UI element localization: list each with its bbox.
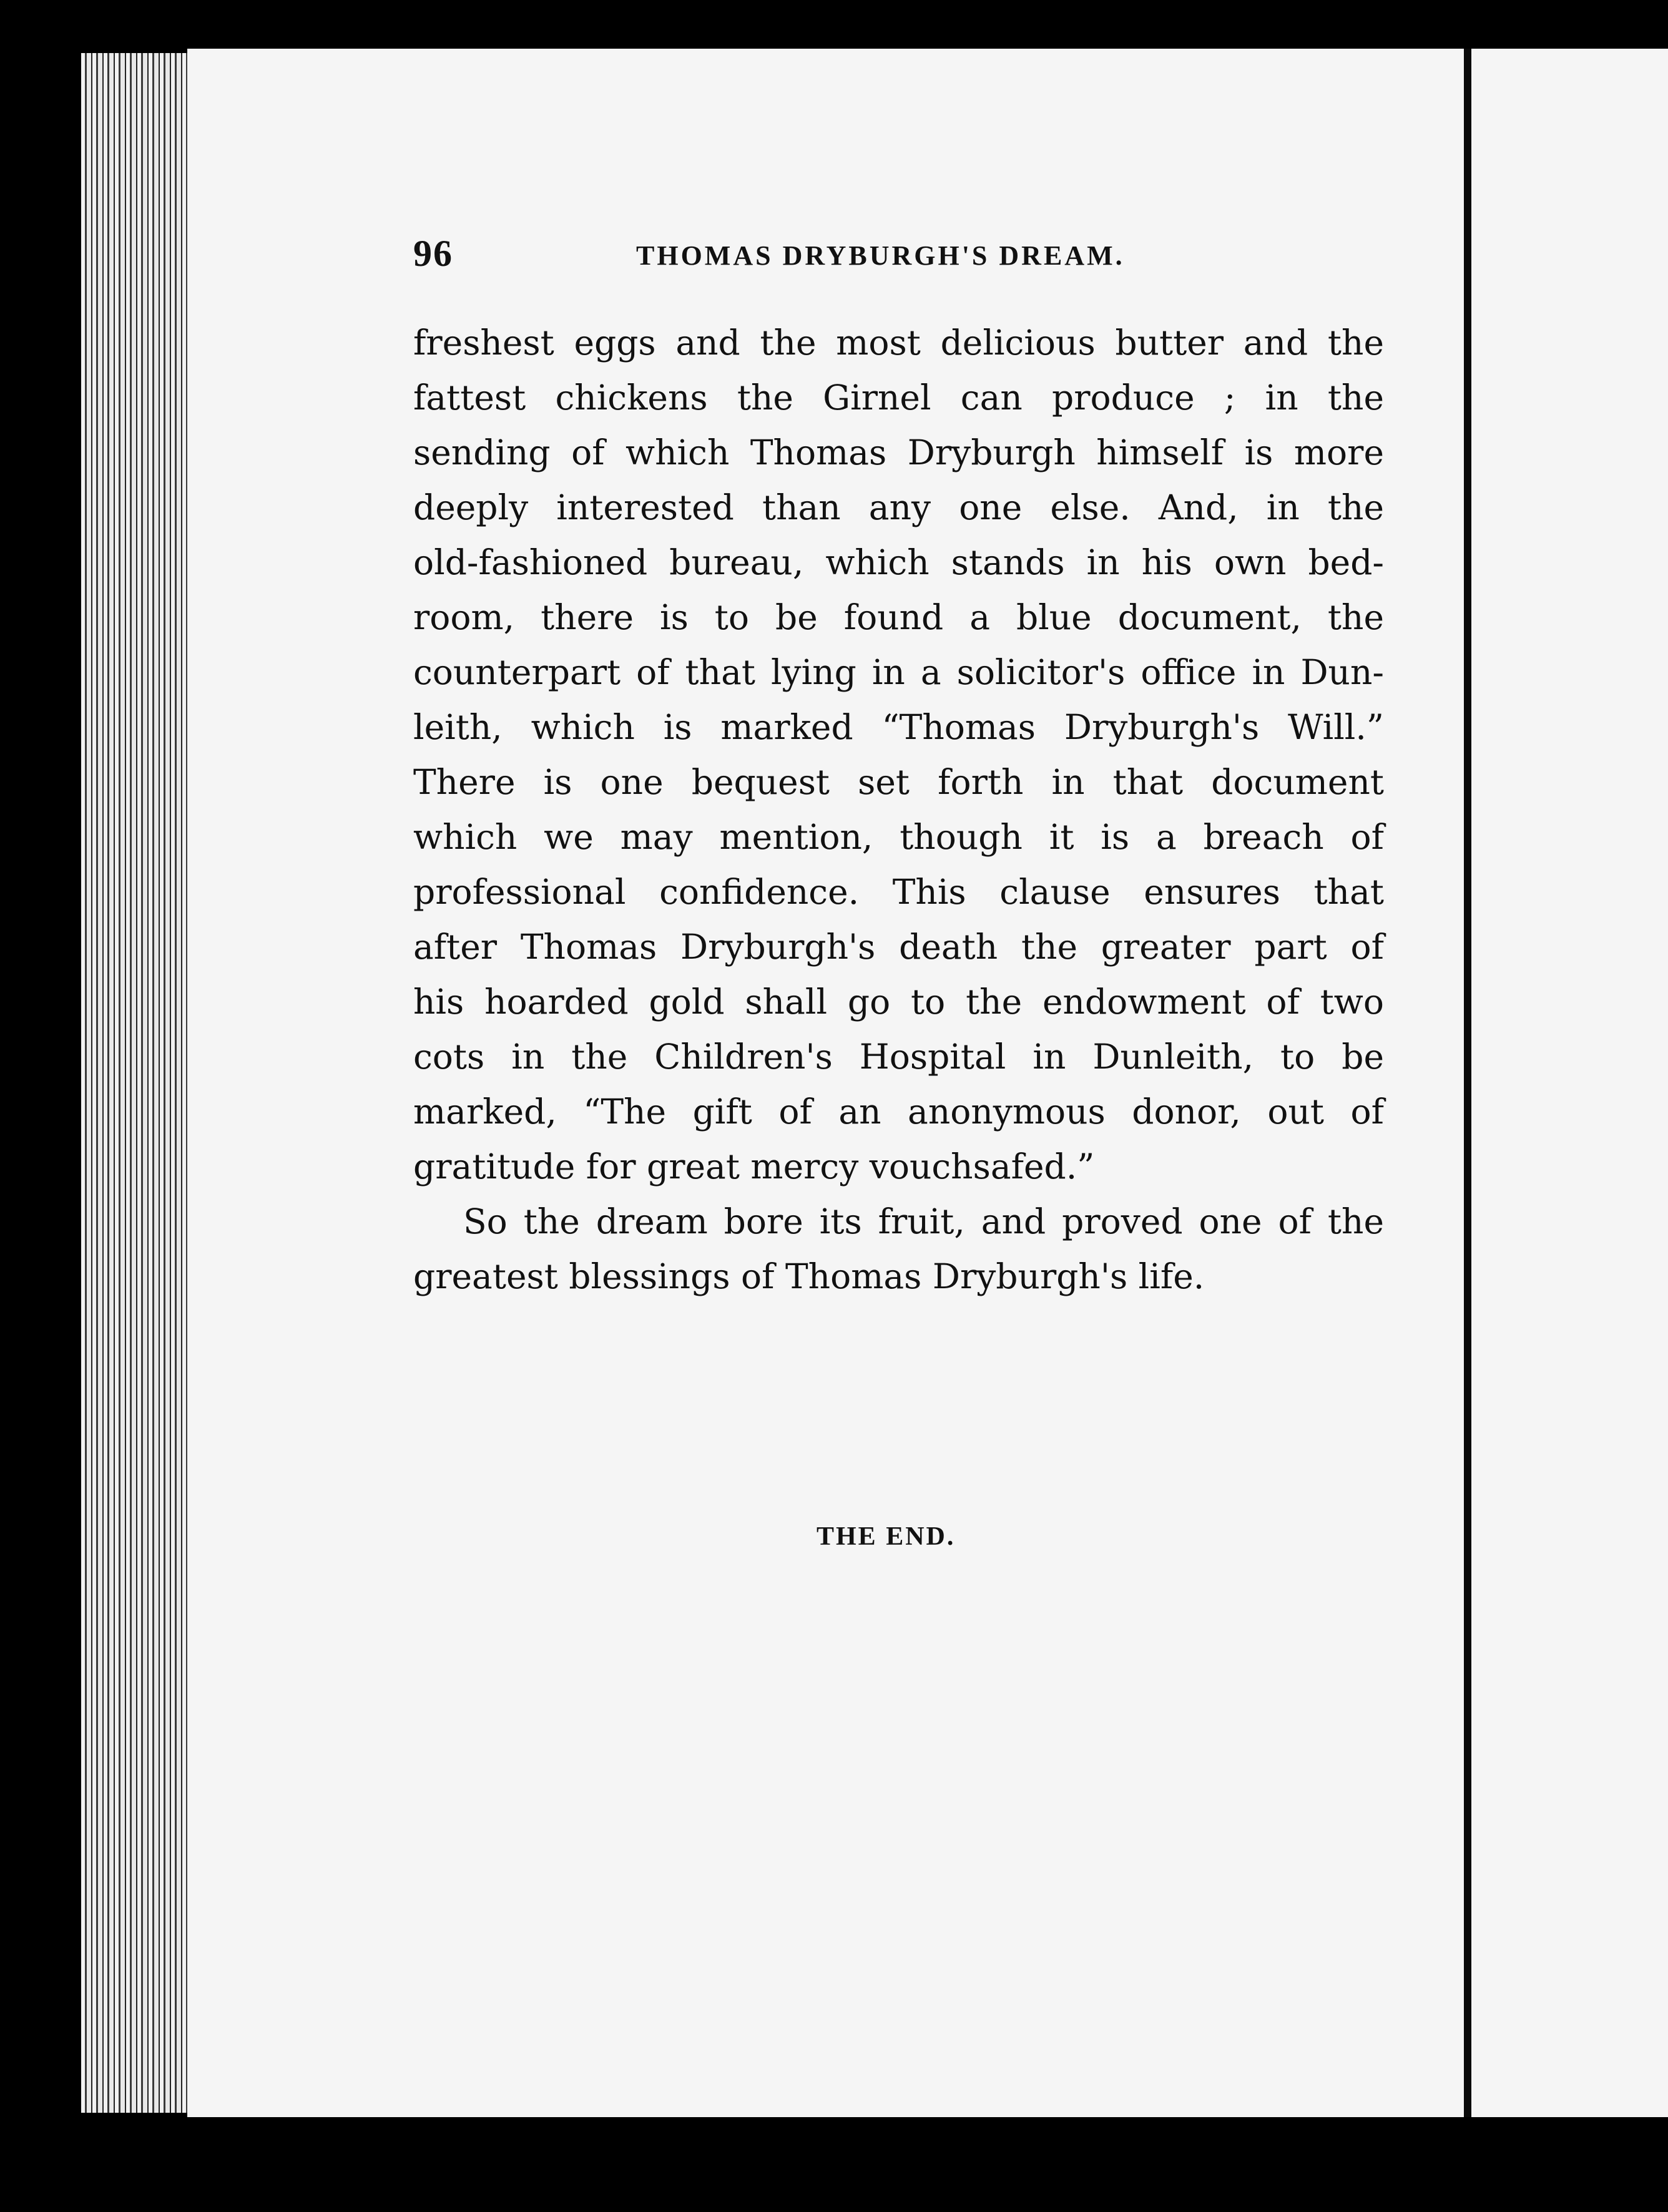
page-number: 96 — [413, 233, 453, 274]
running-head — [413, 232, 1197, 276]
text-line: which we may mention, though it is a breach of — [413, 817, 1384, 857]
book-gutter — [1464, 49, 1471, 2117]
text-line: his hoarded gold shall go to the endowment of two — [413, 982, 1384, 1022]
text-line: marked, “The gift of an anonymous donor, out of — [413, 1092, 1384, 1132]
text-line: So the dream bore its fruit, and proved one of the — [463, 1201, 1384, 1241]
text-line: fattest chickens the Girnel can produce ; in the — [413, 378, 1384, 418]
text-line: freshest eggs and the most delicious butter and the — [413, 323, 1384, 363]
text-line: after Thomas Dryburgh's death the greater part of — [413, 927, 1384, 967]
text-line: counterpart of that lying in a solicitor's office in Dun- — [413, 652, 1384, 692]
text-line: greatest blessings of Thomas Dryburgh's life. — [413, 1256, 1205, 1296]
text-line: gratitude for great mercy vouchsafed.” — [413, 1147, 1095, 1187]
text-line: deeply interested than any one else. And, in the — [413, 487, 1384, 527]
running-title: THOMAS DRYBURGH'S DREAM. — [636, 240, 1125, 271]
text-line: room, there is to be found a blue document, the — [413, 597, 1384, 637]
body-text — [413, 315, 1384, 1304]
text-line: There is one bequest set forth in that document — [413, 762, 1384, 802]
text-line: cots in the Children's Hospital in Dunleith, to be — [413, 1037, 1384, 1077]
text-line: leith, which is marked “Thomas Dryburgh's Will.” — [413, 707, 1384, 747]
text-line: sending of which Thomas Dryburgh himself is more — [413, 433, 1384, 472]
the-end-label: THE END. — [817, 1522, 956, 1551]
facing-page — [1471, 49, 1668, 2117]
text-line: professional confidence. This clause ensures that — [413, 872, 1384, 912]
page-edges — [81, 53, 187, 2113]
text-line: old-fashioned bureau, which stands in his own bed- — [413, 542, 1384, 582]
